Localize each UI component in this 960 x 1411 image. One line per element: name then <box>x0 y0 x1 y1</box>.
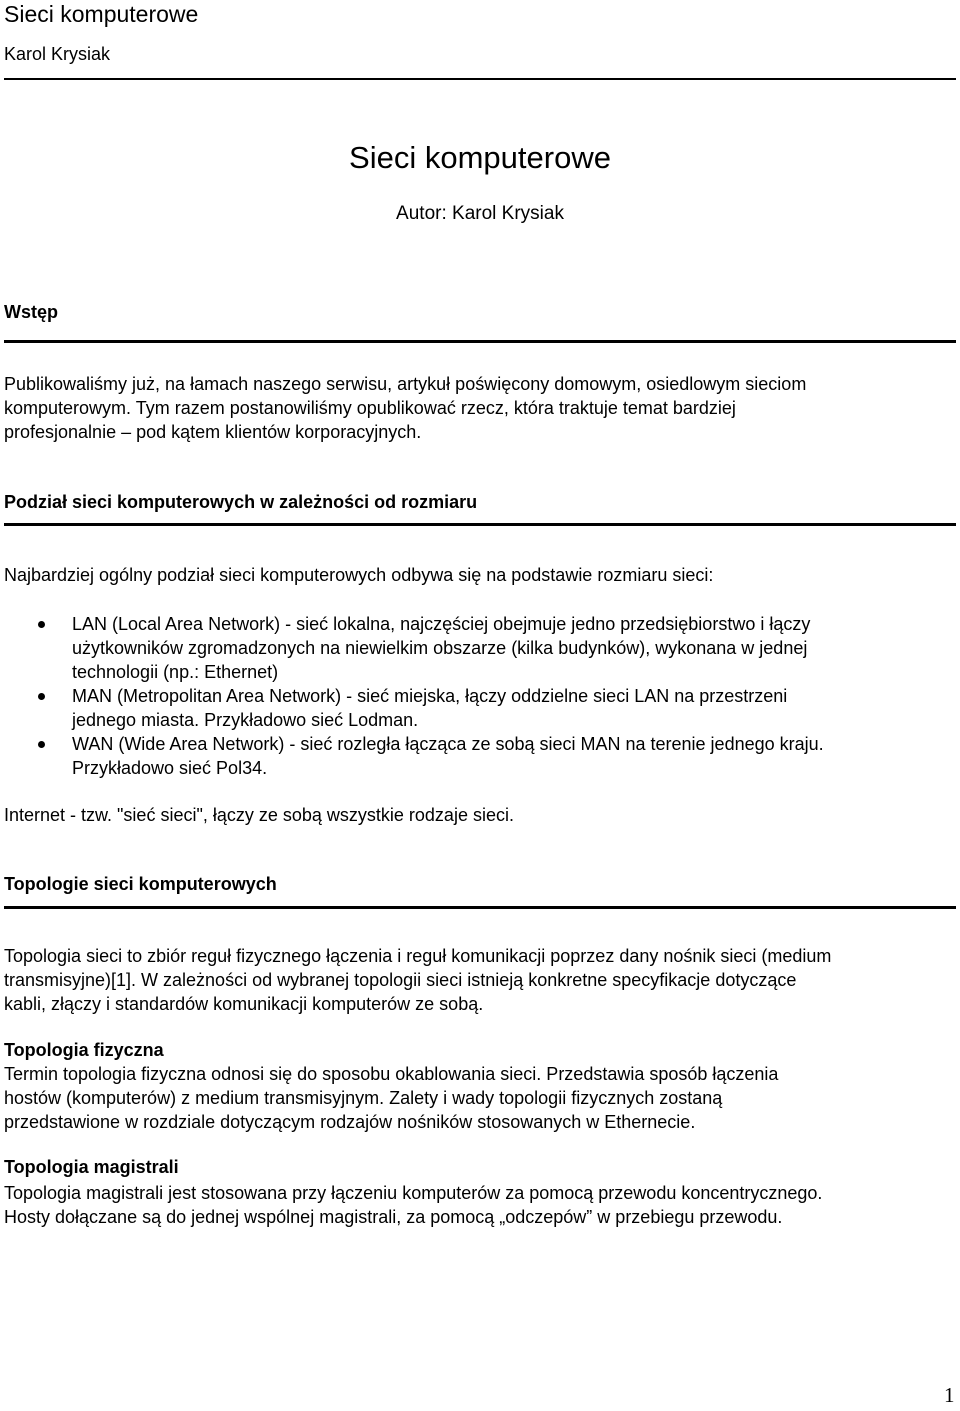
text-line: profesjonalnie – pod kątem klientów korporacyjnych. <box>4 422 422 442</box>
list-item <box>38 612 938 684</box>
paragraph-podzial-outro <box>4 803 954 827</box>
text-line: Najbardziej ogólny podział sieci komputerowych odbywa się na podstawie rozmiaru sieci: <box>4 565 714 585</box>
text-line: komputerowym. Tym razem postanowiliśmy opublikować rzecz, która traktuje temat bardziej <box>4 398 736 418</box>
paragraph-topologie <box>4 944 954 1016</box>
section-heading-wstep: Wstęp <box>4 302 58 322</box>
list-item <box>38 732 938 780</box>
paragraph-topologia-fizyczna <box>4 1062 954 1134</box>
text-line: jednego miasta. Przykładowo sieć Lodman. <box>72 710 419 730</box>
text-line: Topologia sieci to zbiór reguł fizycznego łączenia i reguł komunikacji poprzez dany nośnik sieci (medium <box>4 946 832 966</box>
text-line: Topologia magistrali jest stosowana przy łączeniu komputerów za pomocą przewodu koncentrycznego. <box>4 1183 823 1203</box>
text-line: Hosty dołączane są do jednej wspólnej magistrali, za pomocą „odczepów” w przebiegu przewodu. <box>4 1207 783 1227</box>
list-item <box>38 684 938 732</box>
bullet-icon <box>38 621 45 628</box>
text-line: LAN (Local Area Network) - sieć lokalna, najczęściej obejmuje jedno przedsiębiorstwo i łączy <box>72 614 811 634</box>
bullet-icon <box>38 741 45 748</box>
section-heading-podzial: Podział sieci komputerowych w zależności od rozmiaru <box>4 492 478 512</box>
paragraph-wstep <box>4 372 954 444</box>
bullet-icon <box>38 693 45 700</box>
text-line: hostów (komputerów) z medium transmisyjnym. Zalety i wady topologii fizycznych zostaną <box>4 1088 723 1108</box>
page-number: 1 <box>944 1383 955 1407</box>
text-line: transmisyjne)[1]. W zależności od wybranej topologii sieci istnieją konkretne specyfikacje dotyczące <box>4 970 797 990</box>
header-divider <box>4 78 956 80</box>
document-title: Sieci komputerowe <box>349 140 611 175</box>
paragraph-podzial-intro <box>4 563 954 587</box>
section-divider <box>4 523 956 526</box>
text-line: użytkowników zgromadzonych na niewielkim obszarze (kilka budynków), wykonana w jednej <box>72 638 808 658</box>
document-author: Autor: Karol Krysiak <box>396 203 564 224</box>
subheading-topologia-fizyczna: Topologia fizyczna <box>4 1040 164 1060</box>
subheading-topologia-magistrali: Topologia magistrali <box>4 1157 179 1177</box>
network-size-list <box>38 612 938 780</box>
text-line: Internet - tzw. "sieć sieci", łączy ze sobą wszystkie rodzaje sieci. <box>4 805 514 825</box>
text-line: Termin topologia fizyczna odnosi się do sposobu okablowania sieci. Przedstawia sposób łączenia <box>4 1064 779 1084</box>
section-heading-topologie: Topologie sieci komputerowych <box>4 874 277 894</box>
text-line: Publikowaliśmy już, na łamach naszego serwisu, artykuł poświęcony domowym, osiedlowym sieciom <box>4 374 807 394</box>
section-divider <box>4 906 956 909</box>
running-header-author: Karol Krysiak <box>4 44 111 64</box>
text-line: WAN (Wide Area Network) - sieć rozległa łącząca ze sobą sieci MAN na terenie jednego kraju. <box>72 734 824 754</box>
paragraph-topologia-magistrali <box>4 1181 954 1229</box>
section-divider <box>4 340 956 343</box>
text-line: kabli, złączy i standardów komunikacji komputerów ze sobą. <box>4 994 484 1014</box>
running-header-title: Sieci komputerowe <box>4 1 199 27</box>
text-line: przedstawione w rozdziale dotyczącym rodzajów nośników stosowanych w Ethernecie. <box>4 1112 696 1132</box>
text-line: Przykładowo sieć Pol34. <box>72 758 268 778</box>
text-line: technologii (np.: Ethernet) <box>72 662 279 682</box>
text-line: MAN (Metropolitan Area Network) - sieć miejska, łączy oddzielne sieci LAN na przestrzeni <box>72 686 788 706</box>
